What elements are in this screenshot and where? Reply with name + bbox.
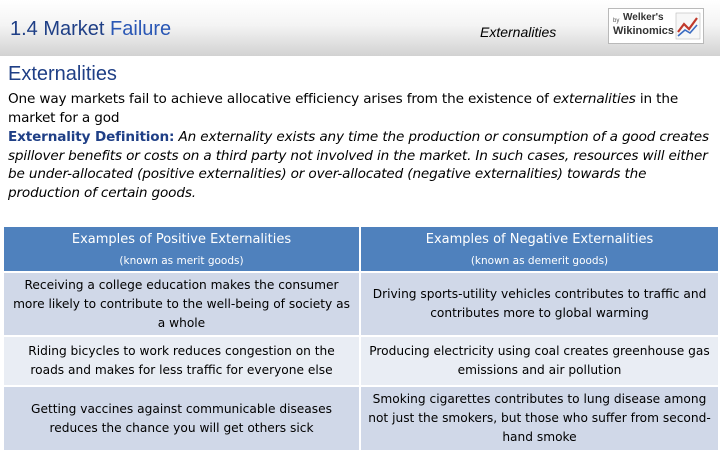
- intro-emphasis: externalities: [552, 91, 636, 107]
- table-cell: Producing electricity using coal creates greenhouse gas emissions and air pollution: [360, 336, 719, 386]
- chart-logo-icon: [675, 12, 701, 40]
- definition-text: An externality exists any time the production or consumption of a good creates spillover benefits or costs on a third party not involved in the market. In such cases, resources will either be under-allocated (positive externalities) or over-allocated (negative externalities) towards the production of certain goods.: [8, 129, 709, 201]
- wikinomics-logo: [608, 8, 704, 44]
- definition-paragraph: [8, 128, 714, 202]
- slide-title-part2: Failure: [110, 18, 172, 40]
- intro-text-before: One way markets fail to achieve allocative efficiency arises from the existence of: [8, 91, 553, 107]
- logo-by-text: by: [613, 18, 620, 24]
- table-header-row: [3, 226, 719, 272]
- slide-header: [0, 0, 720, 56]
- intro-text-after: in the market for a god: [8, 91, 679, 126]
- logo-line1: Welker's: [623, 12, 664, 23]
- table-cell: Receiving a college education makes the consumer more likely to contribute to the well-being of society as a whole: [3, 272, 360, 336]
- externalities-table: [2, 225, 720, 452]
- section-title: Externalities: [8, 63, 117, 85]
- intro-paragraph: [8, 90, 714, 127]
- table-cell: Smoking cigarettes contributes to lung disease among not just the smokers, but those who suffer from second-hand smoke: [360, 386, 719, 451]
- negative-header: [360, 226, 719, 272]
- table-row: [3, 336, 719, 386]
- negative-header-title: Examples of Negative Externalities: [425, 232, 654, 247]
- table-row: [3, 272, 719, 336]
- table-cell: Driving sports-utility vehicles contributes to traffic and contributes more to global warming: [360, 272, 719, 336]
- table-cell: Getting vaccines against communicable diseases reduces the chance you will get others sick: [3, 386, 360, 451]
- negative-header-subtitle: (known as demerit goods): [470, 255, 609, 267]
- table-cell: Riding bicycles to work reduces congestion on the roads and makes for less traffic for everyone else: [3, 336, 360, 386]
- logo-line2: Wikinomics: [613, 25, 675, 37]
- slide-title: [10, 18, 171, 41]
- table-row: [3, 386, 719, 451]
- positive-header-title: Examples of Positive Externalities: [71, 232, 292, 247]
- definition-label: Externality Definition:: [8, 129, 175, 145]
- positive-header-subtitle: (known as merit goods): [119, 255, 244, 267]
- slide-title-part1: 1.4 Market: [10, 18, 111, 40]
- slide-subtitle: Externalities: [480, 24, 557, 40]
- positive-header: [3, 226, 360, 272]
